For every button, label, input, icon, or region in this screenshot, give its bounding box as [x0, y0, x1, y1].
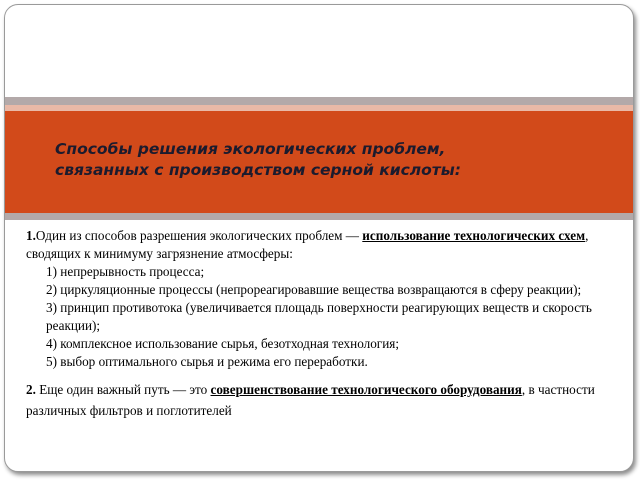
- list-item-5: 5) выбор оптимального сырья и режима его переработки.: [46, 354, 368, 369]
- paragraph-2-tail: , в частности различных фильтров и поглотителей: [26, 382, 595, 418]
- paragraph-2-lead: Еще один важный путь — это: [35, 382, 211, 397]
- slide-title-line-2: связанных с производством серной кислоты:: [55, 161, 461, 179]
- slide-body: [26, 227, 611, 421]
- paragraph-1-tail: , сводящих к минимуму загрязнение атмосферы:: [26, 228, 589, 261]
- slide-title-line-1: Способы решения экологических проблем,: [55, 140, 446, 158]
- paragraph-1-number: 1.: [26, 228, 36, 243]
- paragraph-1: [26, 227, 611, 263]
- paragraph-1-lead: Один из способов разрешения экологических проблем —: [35, 228, 363, 243]
- decor-band-top: [5, 97, 633, 105]
- list-item-4: 4) комплексное использование сырья, безотходная технология;: [46, 336, 399, 351]
- paragraph-1-emphasis: использование технологических схем: [362, 228, 586, 243]
- paragraph-2-number: 2.: [26, 382, 36, 397]
- list-item-3: 3) принцип противотока (увеличивается площадь поверхности реагирующих веществ и скорость реакции);: [46, 300, 592, 333]
- title-bar: [5, 111, 633, 213]
- paragraph-2-emphasis: совершенствование технологического оборудования: [210, 382, 522, 397]
- list-item-2: 2) циркуляционные процессы (непрореагировавшие вещества возвращаются в сферу реакции);: [46, 282, 582, 297]
- paragraph-2: [26, 379, 611, 421]
- list-item-1: 1) непрерывность процесса;: [46, 264, 205, 279]
- slide-title: [55, 139, 615, 181]
- decor-band-bottom: [5, 213, 633, 220]
